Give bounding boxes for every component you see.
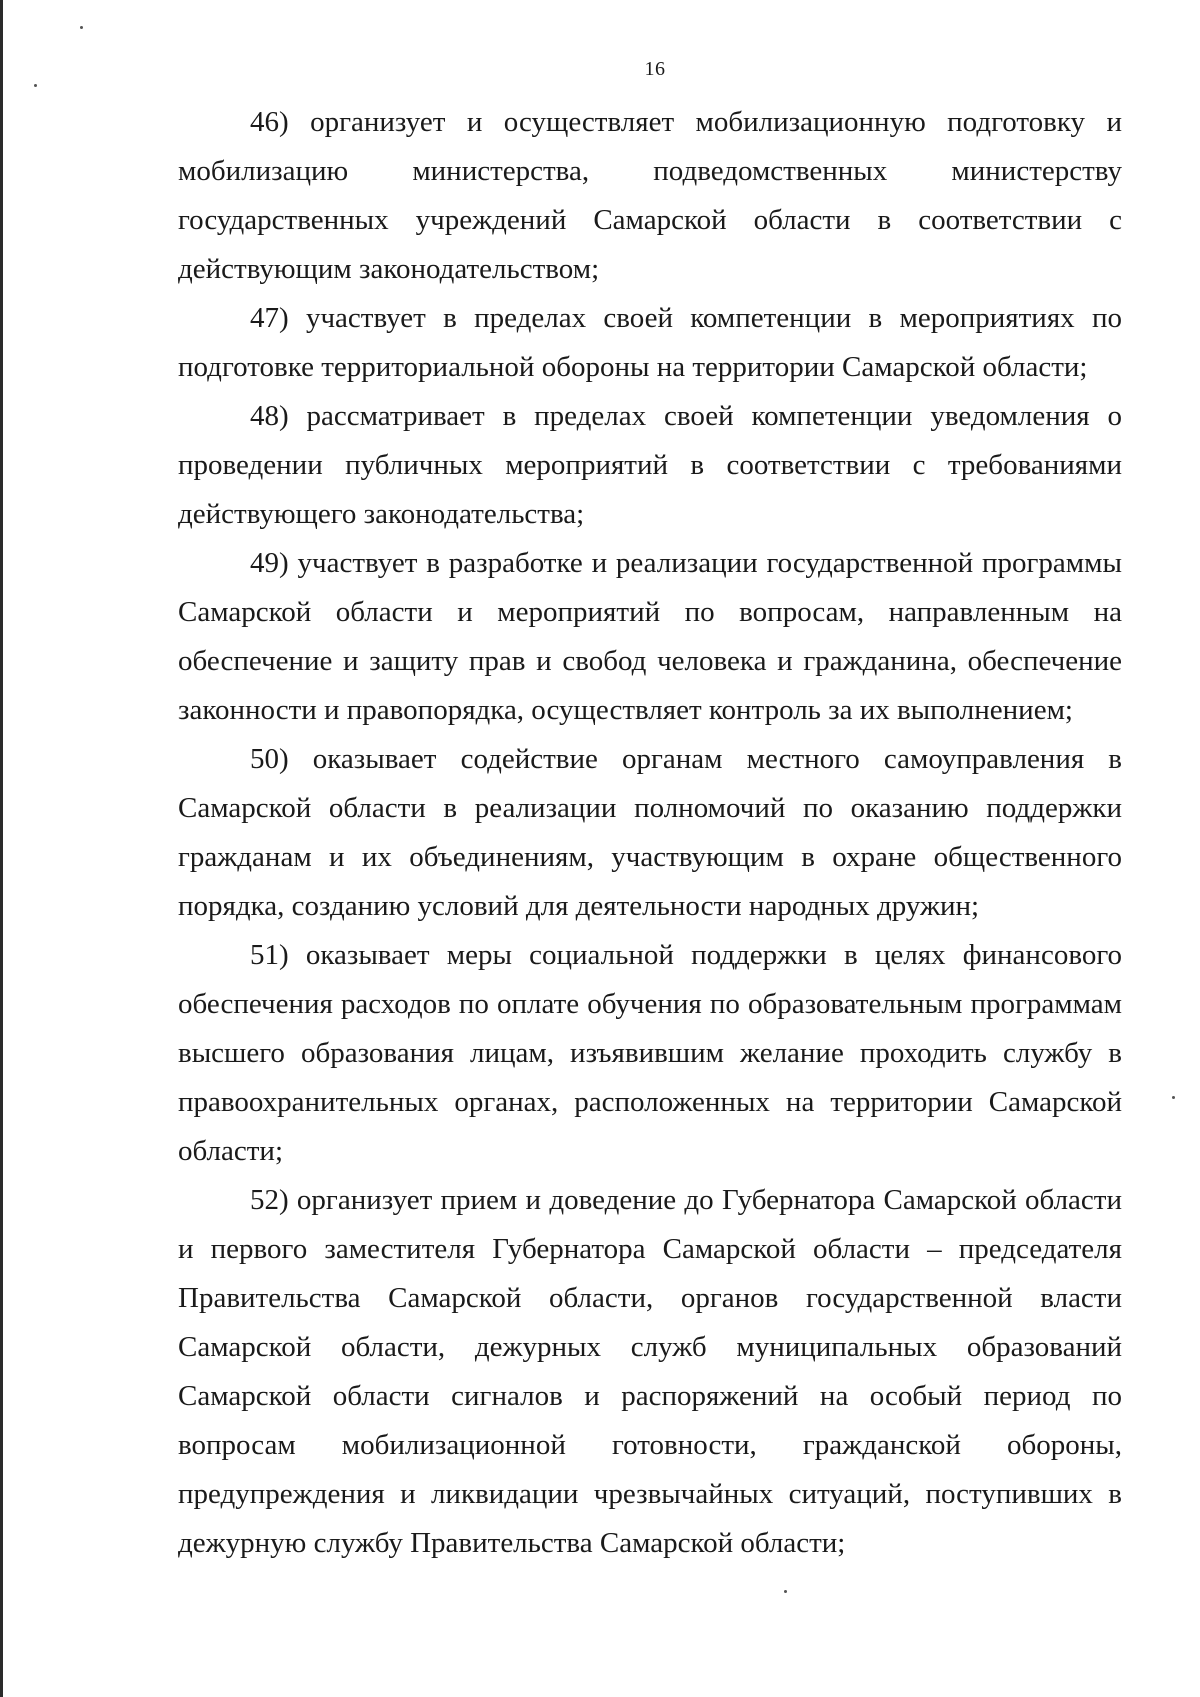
page-number: 16 <box>644 58 666 80</box>
paragraph-52: 52) организует прием и доведение до Губернатора Самарской области и первого заместителя Губернатора Самарской области – председателя Правительства Самарской области, органов государственной власти Самарской области, дежурных служб муниципальных образований Самарской области сигналов и распоряжений на особый период по вопросам мобилизационной готовности, гражданской обороны, предупреждения и ликвидации чрезвычайных ситуаций, поступивших в дежурную службу Правительства Самарской области; <box>178 1184 1122 1559</box>
paragraph-50: 50) оказывает содействие органам местного самоуправления в Самарской области в реализации полномочий по оказанию поддержки гражданам и их объединениям, участвующим в охране общественного порядка, созданию условий для деятельности народных дружин; <box>178 743 1122 922</box>
paragraph-48: 48) рассматривает в пределах своей компетенции уведомления о проведении публичных мероприятий в соответствии с требованиями действующего законодательства; <box>178 400 1122 530</box>
paragraph-51: 51) оказывает меры социальной поддержки в целях финансового обеспечения расходов по оплате обучения по образовательным программам высшего образования лицам, изъявившим желание проходить службу в правоохранительных органах, расположенных на территории Самарской области; <box>178 939 1122 1167</box>
scan-speck <box>34 84 37 87</box>
page-left-edge <box>0 0 3 1697</box>
document-body <box>178 98 1122 1568</box>
paragraph-46: 46) организует и осуществляет мобилизационную подготовку и мобилизацию министерства, подведомственных министерству государственных учреждений Самарской области в соответствии с действующим законодательством; <box>178 106 1122 285</box>
paragraph-47: 47) участвует в пределах своей компетенции в мероприятиях по подготовке территориальной обороны на территории Самарской области; <box>178 302 1122 383</box>
paragraph-49: 49) участвует в разработке и реализации государственной программы Самарской области и мероприятий по вопросам, направленным на обеспечение и защиту прав и свобод человека и гражданина, обеспечение законности и правопорядка, осуществляет контроль за их выполнением; <box>178 547 1122 726</box>
scan-speck <box>1172 1096 1175 1099</box>
scan-speck <box>784 1590 787 1593</box>
scan-speck <box>80 26 83 29</box>
